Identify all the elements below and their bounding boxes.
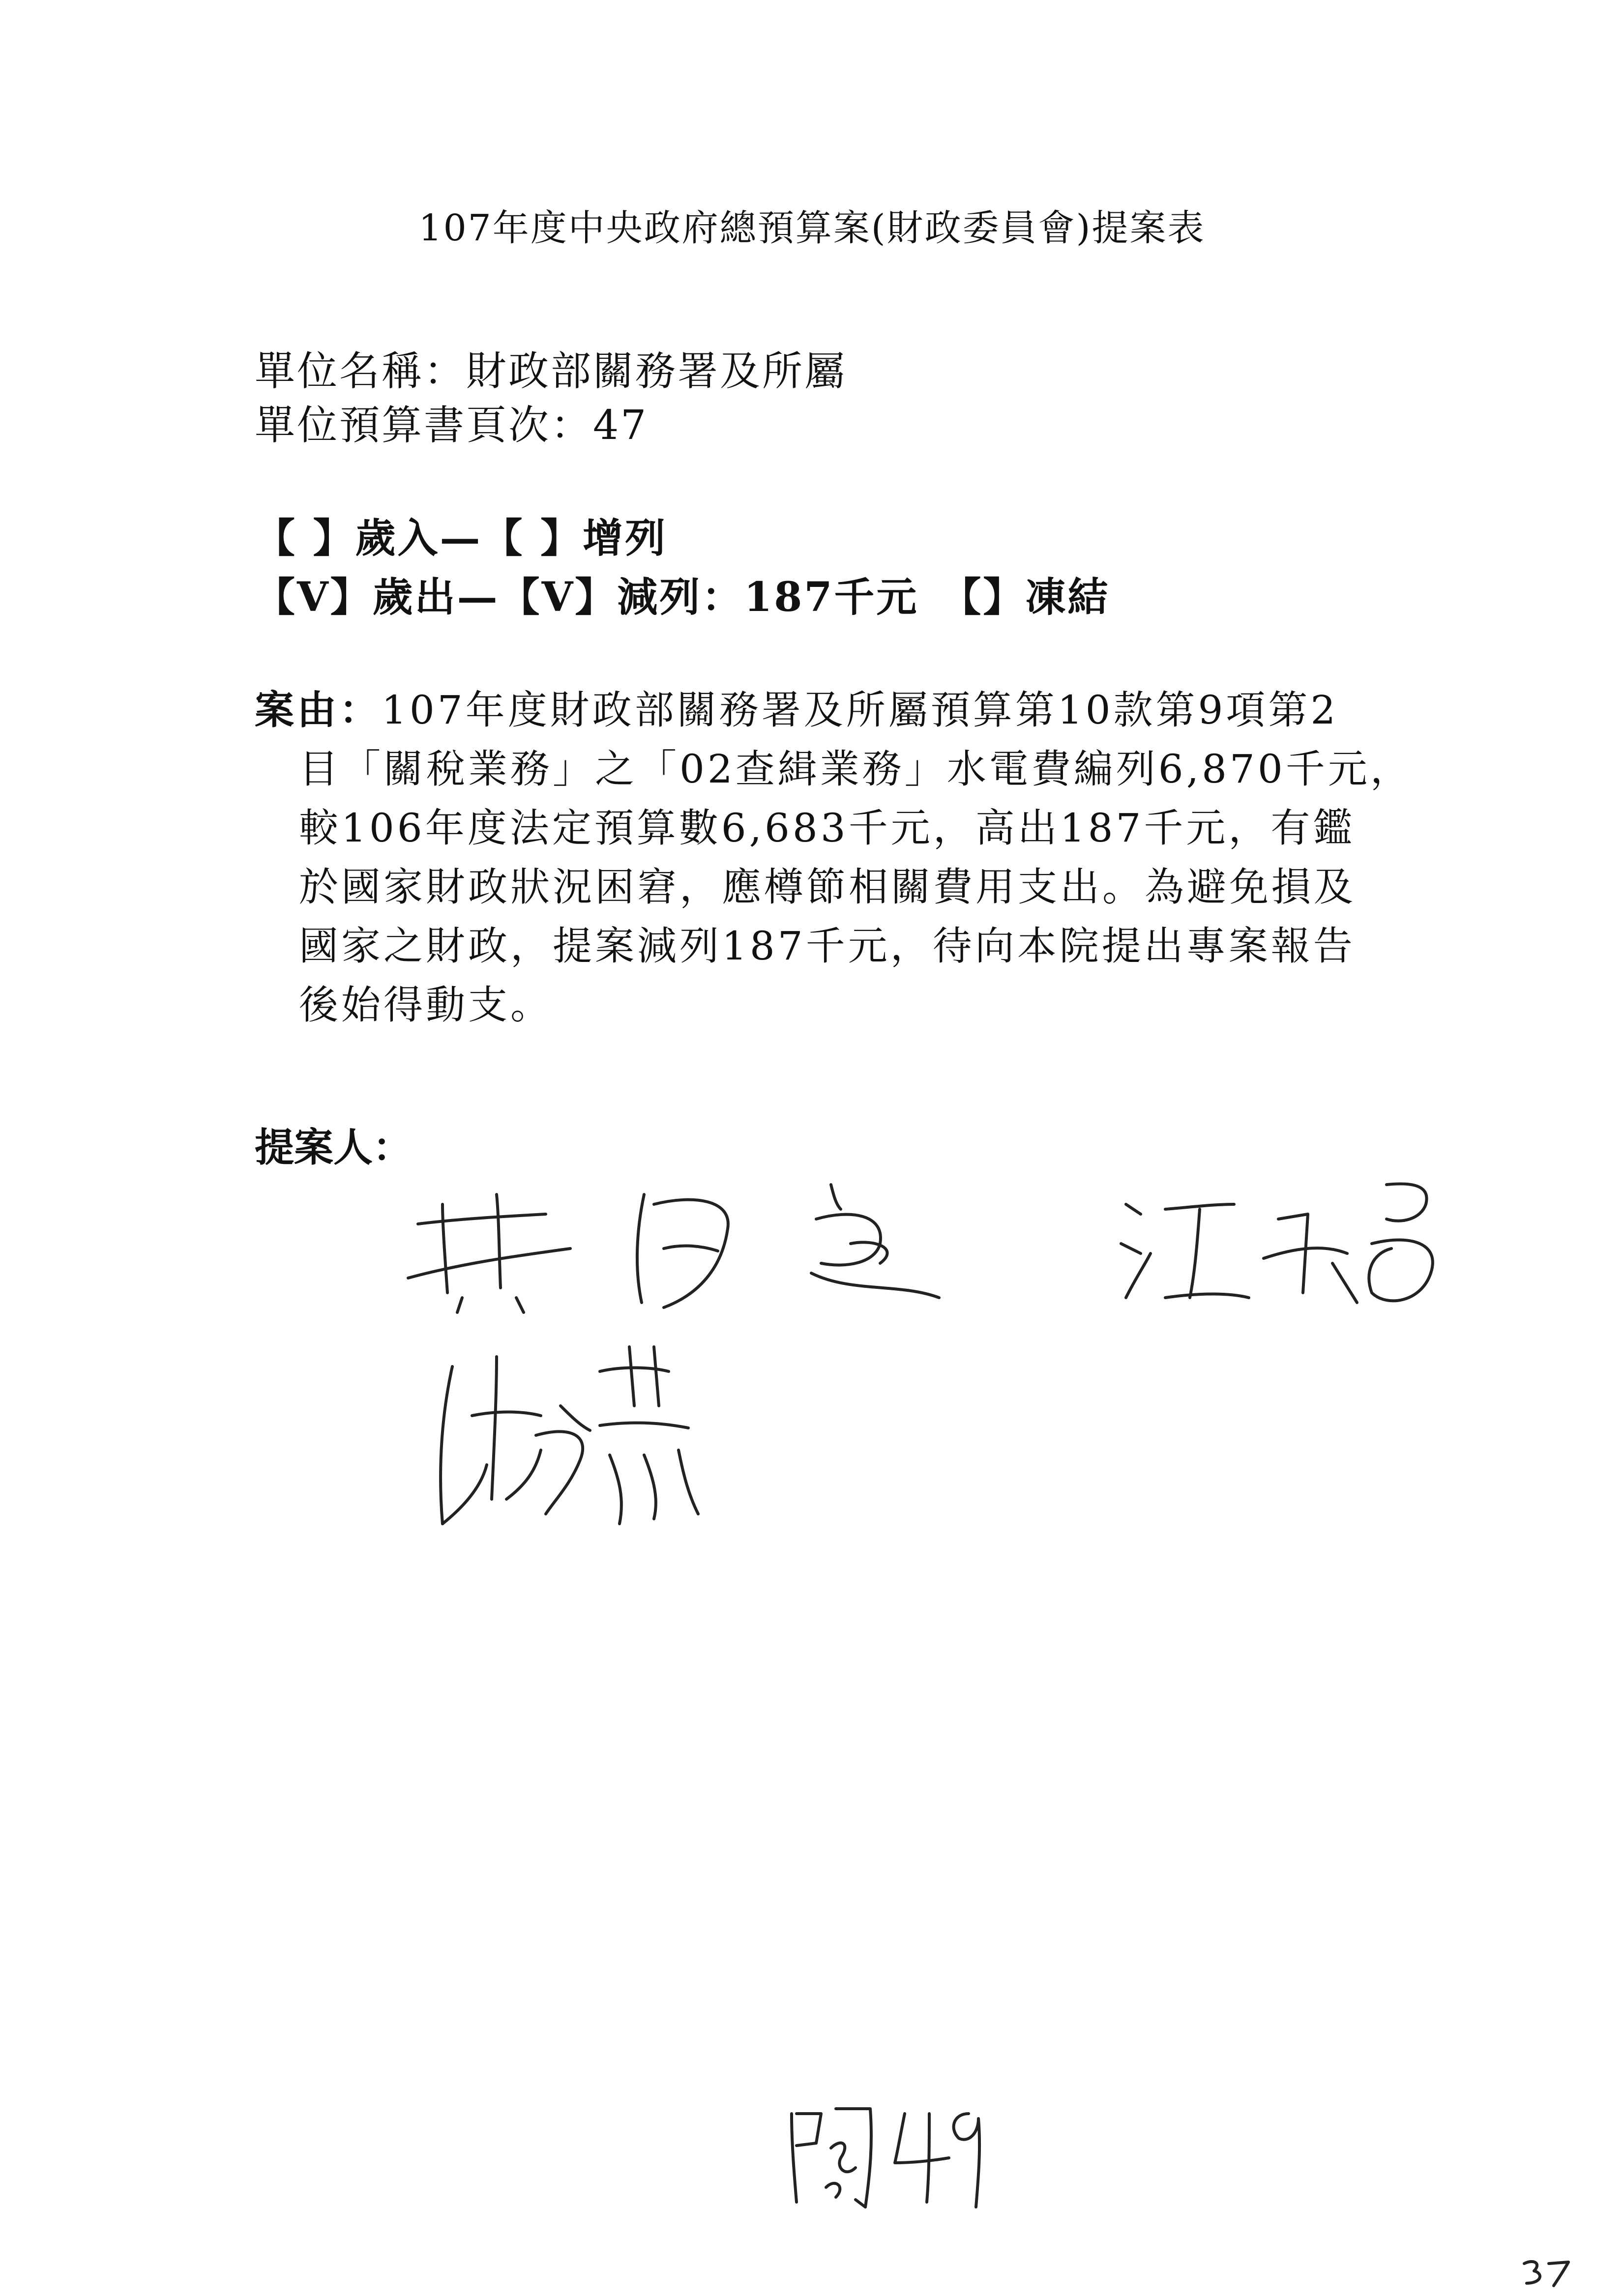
case-label: 案由： xyxy=(255,687,382,733)
expenditure-option-line: 【V】歲出—【V】減列：187千元 【】凍結 xyxy=(255,574,1110,621)
document-title: 107年度中央政府總預算案(財政委員會)提案表 xyxy=(418,207,1206,249)
case-reason-line: 於國家財政狀況困窘，應樽節相關費用支出。為避免損及 xyxy=(299,864,1356,910)
unit-name: 單位名稱：財政部關務署及所屬 xyxy=(255,348,847,395)
budget-page-number: 單位預算書頁次：47 xyxy=(255,402,649,449)
case-reason-line: 後始得動支。 xyxy=(299,982,553,1028)
signature-3 xyxy=(423,1337,718,1543)
revenue-option-line: 【 】歲入—【 】增列 xyxy=(255,515,668,562)
signature-1 xyxy=(388,1165,988,1327)
page-stamp-glyphs xyxy=(782,2094,988,2212)
case-text: 107年度財政部關務署及所屬預算第10款第9項第2 xyxy=(382,687,1339,733)
signature-2 xyxy=(1116,1175,1460,1322)
case-reason-line xyxy=(255,678,1338,735)
case-reason-line: 目「關稅業務」之「02查緝業務」水電費編列6,870千元， xyxy=(299,746,1413,792)
proposer-label: 提案人： xyxy=(255,1124,412,1170)
case-reason-line: 較106年度法定預算數6,683千元，高出187千元，有鑑 xyxy=(299,805,1356,851)
corner-mark-glyphs xyxy=(1519,2256,1573,2291)
case-reason-line: 國家之財政，提案減列187千元，待向本院提出專案報告 xyxy=(299,923,1356,969)
